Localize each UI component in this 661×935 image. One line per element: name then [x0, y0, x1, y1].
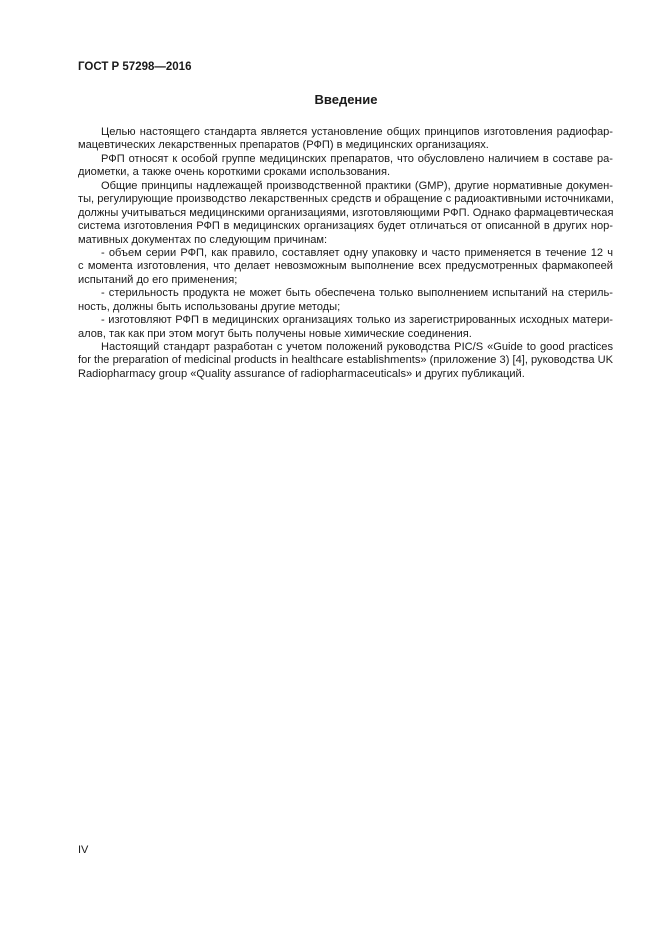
- text-line: Настоящий стандарт разработан с учетом положений руководства PIC/S «Guide to good practices: [101, 341, 613, 353]
- text-line: система изготовления РФП в медицинских организациях будет отличаться от описанной в других нор-: [78, 220, 613, 233]
- text-line: должны учитываться медицинскими организациями, изготовляющими РФП. Однако фармацевтическая: [78, 206, 614, 219]
- text-line: мацевтических лекарственных препаратов (РФП) в медицинских организациях.: [78, 139, 489, 152]
- introduction-body: [78, 126, 613, 381]
- document-header: ГОСТ Р 57298—2016: [78, 61, 192, 73]
- section-title: Введение: [314, 92, 378, 107]
- text-line: Общие принципы надлежащей производственной практики (GMP), другие нормативные докумен-: [101, 179, 613, 192]
- text-line: ты, регулирующие производство лекарственных средств и обращение с радиоактивными источниками,: [78, 193, 614, 206]
- text-line: for the preparation of medicinal products in healthcare establishments» (приложение 3) [4], руководства UK: [78, 354, 613, 367]
- page-number: IV: [78, 844, 89, 856]
- text-line: с момента изготовления, что делает невозможным выполнение всех предусмотренных фармакопеей: [78, 260, 613, 273]
- text-line: алов, так как при этом могут быть получены новые химические соединения.: [78, 327, 472, 340]
- text-line: Radiopharmacy group «Quality assurance of radiopharmaceuticals» и других публикаций.: [78, 367, 525, 380]
- text-line: РФП относят к особой группе медицинских препаратов, что обусловлено наличием в составе ра-: [101, 152, 613, 165]
- text-line: мативных документах по следующим причинам:: [78, 233, 328, 246]
- text-line: - стерильность продукта не может быть обеспечена только выполнением испытаний на стериль-: [101, 287, 613, 300]
- text-line: - объем серии РФП, как правило, составляет одну упаковку и часто применяется в течение 12 ч: [101, 246, 613, 259]
- text-line: - изготовляют РФП в медицинских организациях только из зарегистрированных исходных матери-: [101, 314, 613, 327]
- text-line: Целью настоящего стандарта является установление общих принципов изготовления радиофар-: [101, 126, 613, 138]
- text-line: ность, должны быть использованы другие методы;: [78, 300, 341, 313]
- text-line: испытаний до его применения;: [78, 273, 238, 286]
- text-line: диометки, а также очень короткими сроками использования.: [78, 166, 391, 179]
